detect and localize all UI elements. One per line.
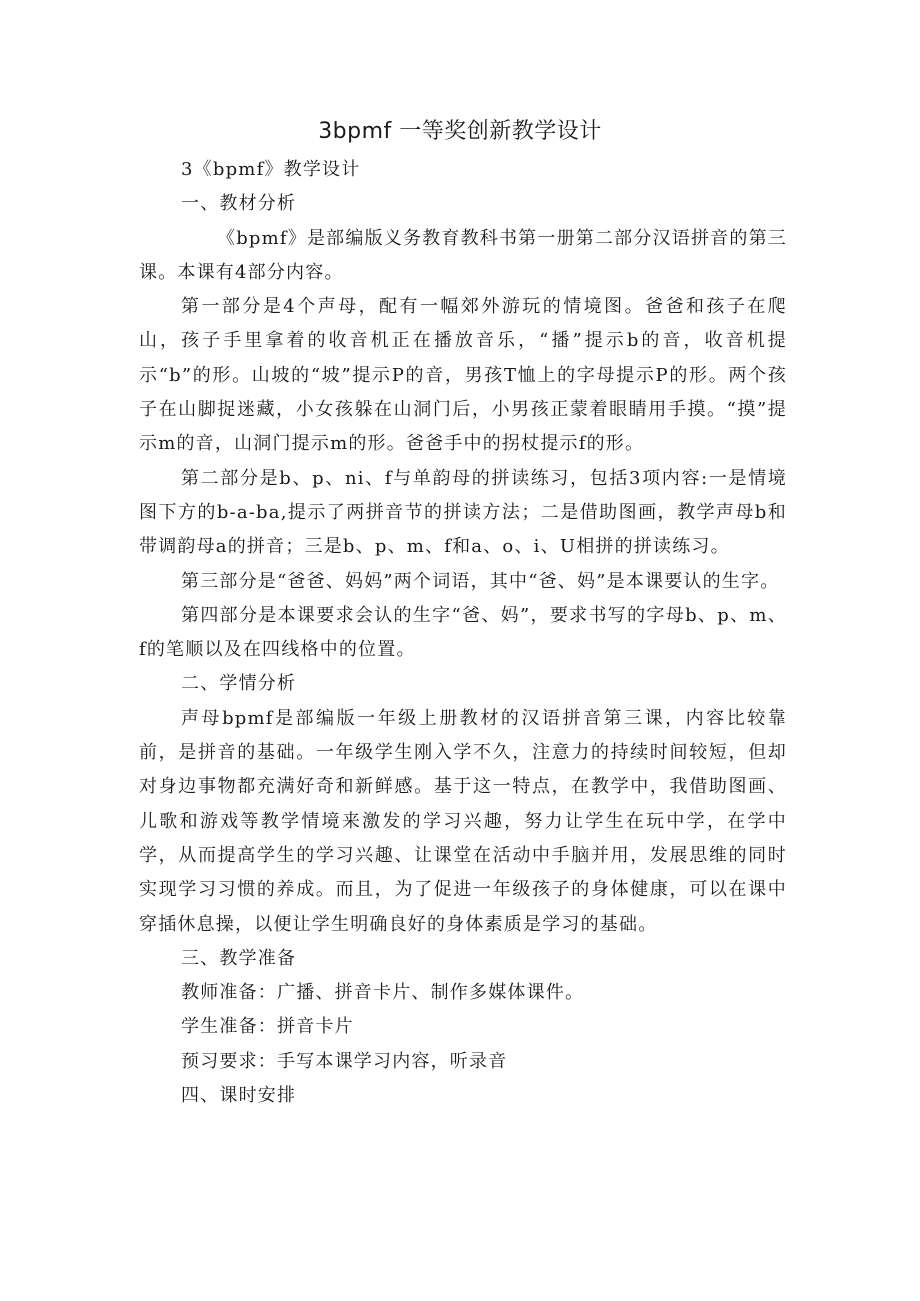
paragraph: 第三部分是“爸爸、妈妈”两个词语，其中“爸、妈”是本课要认的生字。 <box>181 570 780 592</box>
paragraph: 预习要求：手写本课学习内容，听录音 <box>181 1050 508 1072</box>
paragraph: 声母bpmf是部编版一年级上册教材的汉语拼音第三课，内容比较靠前，是拼音的基础。一年级学生刚入学不久，注意力的持续时间较短，但却对身边事物都充满好奇和新鲜感。基于这一特点，在教学中，我借助图画、儿歌和游戏等教学情境来激发的学习兴趣，努力让学生在玩中学，在学中学，从而提高学生的学习兴趣、让课堂在活动中手脑并用，发展思维的同时实现学习习惯的养成。而且，为了促进一年级孩子的身体健康，可以在课中穿插休息操，以便让学生明确良好的身体素质是学习的基础。 <box>139 707 787 935</box>
paragraph: 第一部分是4个声母，配有一幅郊外游玩的情境图。爸爸和孩子在爬山，孩子手里拿着的收音机正在播放音乐，“播”提示b的音，收音机提示“b”的形。山坡的“坡”提示P的音，男孩T恤上的字母提示P的形。两个孩子在山脚捉迷藏，小女孩躲在山洞门后，小男孩正蒙着眼睛用手摸。“摸”提示m的音，山洞门提示m的形。爸爸手中的拐杖提示f的形。 <box>139 296 787 455</box>
section-heading: 二、学情分析 <box>181 673 297 695</box>
document-body <box>139 153 787 1113</box>
paragraph: 《bpmf》是部编版义务教育教科书第一册第二部分汉语拼音的第三课。本课有4部分内容。 <box>139 227 787 283</box>
document-title: 3bpmf 一等奖创新教学设计 <box>318 119 602 144</box>
paragraph: 第四部分是本课要求会认的生字“爸、妈”，要求书写的字母b、p、m、f的笔顺以及在四线格中的位置。 <box>139 604 787 661</box>
section-heading: 四、课时安排 <box>181 1085 297 1107</box>
paragraph: 第二部分是b、p、ni、f与单韵母的拼读练习，包括3项内容:一是情境图下方的b-a-ba,提示了两拼音节的拼读方法；二是借助图画，教学声母b和带调韵母a的拼音；三是b、p、m、f和a、o、i、U相拼的拼读练习。 <box>139 467 787 558</box>
paragraph: 3《bpmf》教学设计 <box>181 159 361 180</box>
paragraph: 学生准备：拼音卡片 <box>181 1016 354 1038</box>
paragraph: 教师准备：广播、拼音卡片、制作多媒体课件。 <box>181 982 585 1004</box>
section-heading: 三、教学准备 <box>181 947 297 969</box>
section-heading: 一、教材分析 <box>181 193 297 215</box>
